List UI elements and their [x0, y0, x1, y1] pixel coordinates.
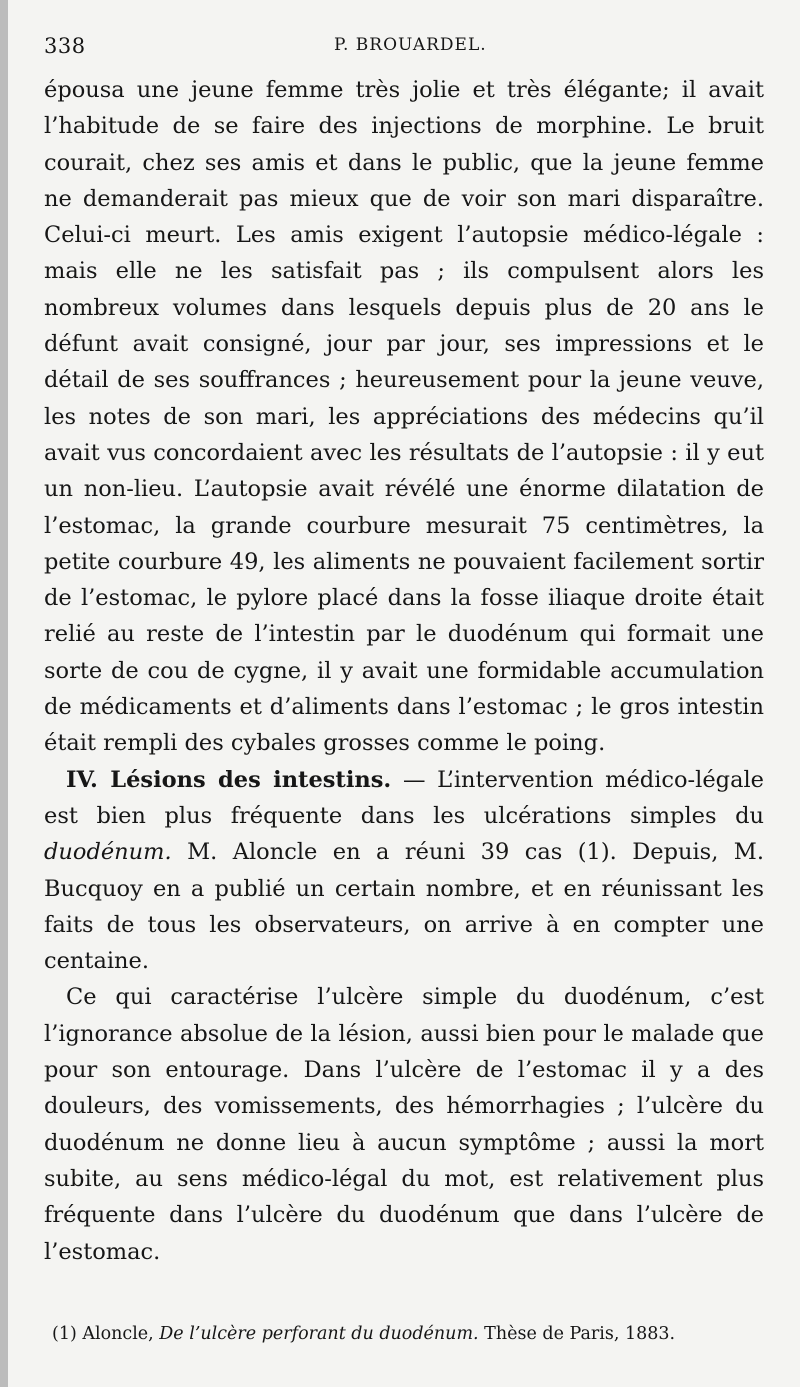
paragraph-lead: — L’intervention médico-légale est bien plus fréquente dans les ulcérations simples du	[44, 766, 764, 829]
footnote-title: De l’ulcère perforant du duodénum.	[159, 1324, 479, 1344]
body-text	[44, 72, 764, 1270]
footnote-author: Aloncle,	[76, 1324, 160, 1344]
footnote	[52, 1322, 764, 1346]
footnote-marker: (1)	[52, 1324, 77, 1344]
running-title: P. BROUARDEL.	[334, 35, 487, 55]
paragraph: Ce qui caractérise l’ulcère simple du duodénum, c’est l’ignorance absolue de la lésion, aussi bien pour le malade que pour son entourage. Dans l’ulcère de l’estomac il y a des douleurs, des vomissements, des hémorrhagies ; l’ulcère du duodénum ne donne lieu à aucun symptôme ; aussi la mort subite, au sens médico-légal du mot, est relativement plus fréquente dans l’ulcère du duodénum que dans l’ulcère de l’estomac.	[44, 984, 764, 1265]
document-page	[8, 0, 800, 1387]
section-heading: IV. Lésions des intestins.	[66, 766, 392, 793]
page-number: 338	[44, 34, 86, 58]
section-paragraph	[44, 762, 764, 980]
paragraph: épousa une jeune femme très jolie et très élégante; il avait l’habitude de se faire des injections de morphine. Le bruit courait, chez ses amis et dans le public, que la jeune femme ne demanderait pas mieux que de voir son mari disparaître. Celui-ci meurt. Les amis exigent l’autopsie médico-légale : mais elle ne les satisfait pas ; ils compulsent alors les nombreux volumes dans lesquels depuis plus de 20 ans le défunt avait consigné, jour par jour, ses impressions et le détail de ses souffrances ; heureusement pour la jeune veuve, les notes de son mari, les appréciations des médecins qu’il avait vus concordaient avec les résultats de l’autopsie : il y eut un non-lieu. L’autopsie avait révélé une énorme dilatation de l’estomac, la grande courbure mesurait 75 centimètres, la petite courbure 49, les aliments ne pouvaient facilement sortir de l’estomac, le pylore placé dans la fosse iliaque droite était relié au reste de l’intestin par le duodénum qui formait une sorte de cou de cygne, il y avait une formidable accumulation de médicaments et d’aliments dans l’estomac ; le gros intestin était rempli des cybales grosses comme le poing.	[44, 77, 764, 757]
footnote-rest: Thèse de Paris, 1883.	[478, 1324, 676, 1344]
page-header	[44, 34, 780, 64]
page-edge	[0, 0, 8, 1387]
italic-term: duodénum.	[44, 839, 172, 866]
paragraph-rest: M. Aloncle en a réuni 39 cas (1). Depuis, M. Bucquoy en a publié un certain nombre, et en réunissant les faits de tous les observateurs, on arrive à en compter une centaine.	[44, 839, 764, 975]
